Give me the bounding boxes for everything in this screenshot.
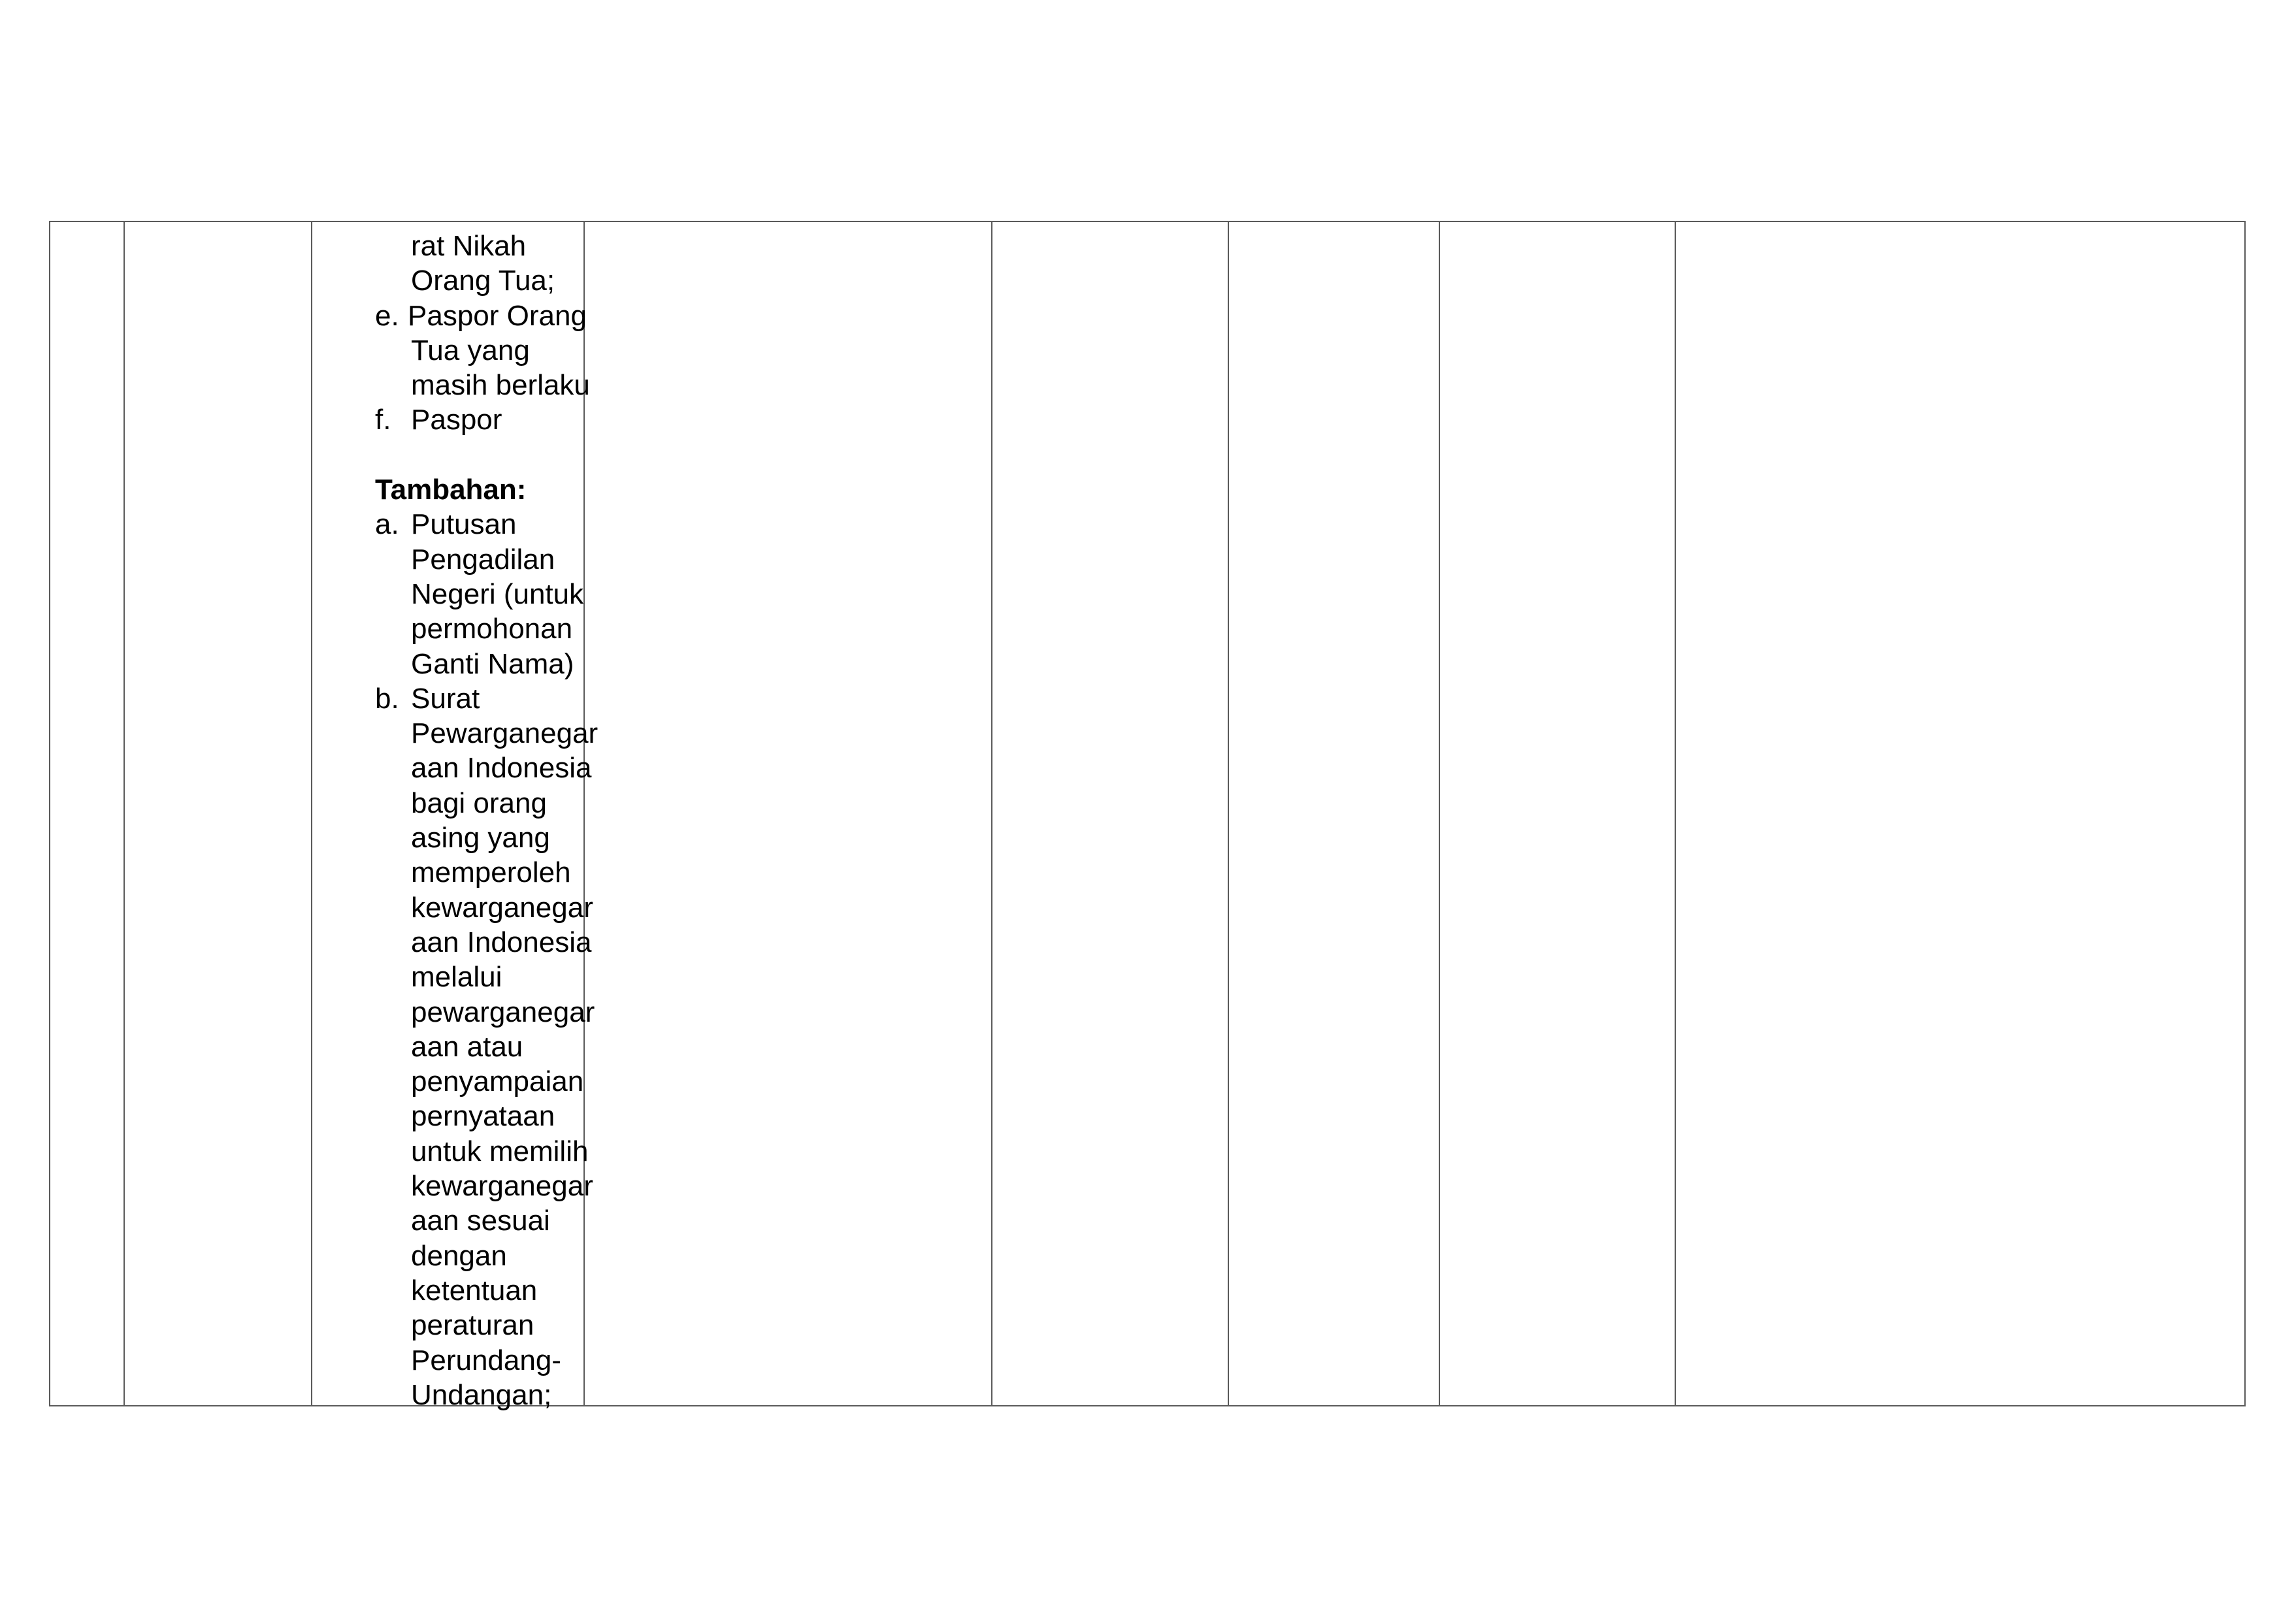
list-item-line: Perundang- [411, 1344, 561, 1376]
column-divider [1675, 222, 1676, 1405]
column-divider [1439, 222, 1440, 1405]
list-item-line: Pengadilan [411, 543, 555, 576]
continued-line: rat Nikah [411, 230, 527, 262]
list-item-line: untuk memilih [411, 1135, 589, 1167]
column-divider [1228, 222, 1229, 1405]
list-item-line: aan atau [411, 1030, 523, 1063]
list-item-line: Pewarganegar [411, 717, 598, 750]
column-divider [991, 222, 992, 1405]
list-item-line: pewarganegar [411, 996, 595, 1028]
list-item-line: aan Indonesia [411, 752, 592, 785]
list-item-e [375, 299, 636, 403]
list-item-f [375, 402, 636, 437]
continued-item [375, 229, 636, 299]
list-item-line: Paspor Orang [408, 299, 587, 332]
list-item-line: asing yang [411, 822, 550, 854]
blank-line [375, 438, 636, 472]
list-item-line: Tua yang [411, 334, 530, 366]
list-item-line: Surat [411, 682, 480, 715]
list-item-line: Ganti Nama) [411, 647, 574, 680]
list-item-line: permohonan [411, 613, 573, 645]
list-marker: f. [375, 404, 391, 436]
list-item-line: melalui [411, 961, 502, 994]
list-item-line: penyampaian [411, 1065, 584, 1098]
list-item-line: masih berlaku [411, 369, 590, 402]
continued-line: Orang Tua; [411, 265, 555, 297]
list-item-a [375, 507, 636, 681]
list-item-line: Paspor [411, 404, 502, 436]
list-item-line: bagi orang [411, 787, 547, 819]
list-item-line: dengan [411, 1239, 507, 1272]
list-marker: a. [375, 508, 399, 541]
list-item-line: Negeri (untuk [411, 577, 584, 610]
column-divider [123, 222, 125, 1405]
list-marker: b. [375, 682, 399, 715]
requirements-table [49, 221, 2246, 1411]
section-heading: Tambahan: [375, 474, 527, 506]
list-item-line: aan Indonesia [411, 926, 592, 958]
requirements-cell [375, 229, 636, 1412]
list-item-line: pernyataan [411, 1100, 555, 1133]
column-divider [311, 222, 312, 1405]
list-item-line: kewarganegar [411, 891, 593, 924]
list-marker: e. [375, 299, 399, 332]
list-item-line: aan sesuai [411, 1205, 550, 1237]
list-item-line: Undangan; [411, 1378, 552, 1411]
list-item-b [375, 681, 636, 1412]
list-item-line: peraturan [411, 1309, 534, 1342]
list-item-line: memperoleh [411, 856, 571, 889]
list-item-line: kewarganegar [411, 1170, 593, 1203]
list-item-line: ketentuan [411, 1274, 538, 1307]
list-item-line: Putusan [411, 508, 517, 541]
